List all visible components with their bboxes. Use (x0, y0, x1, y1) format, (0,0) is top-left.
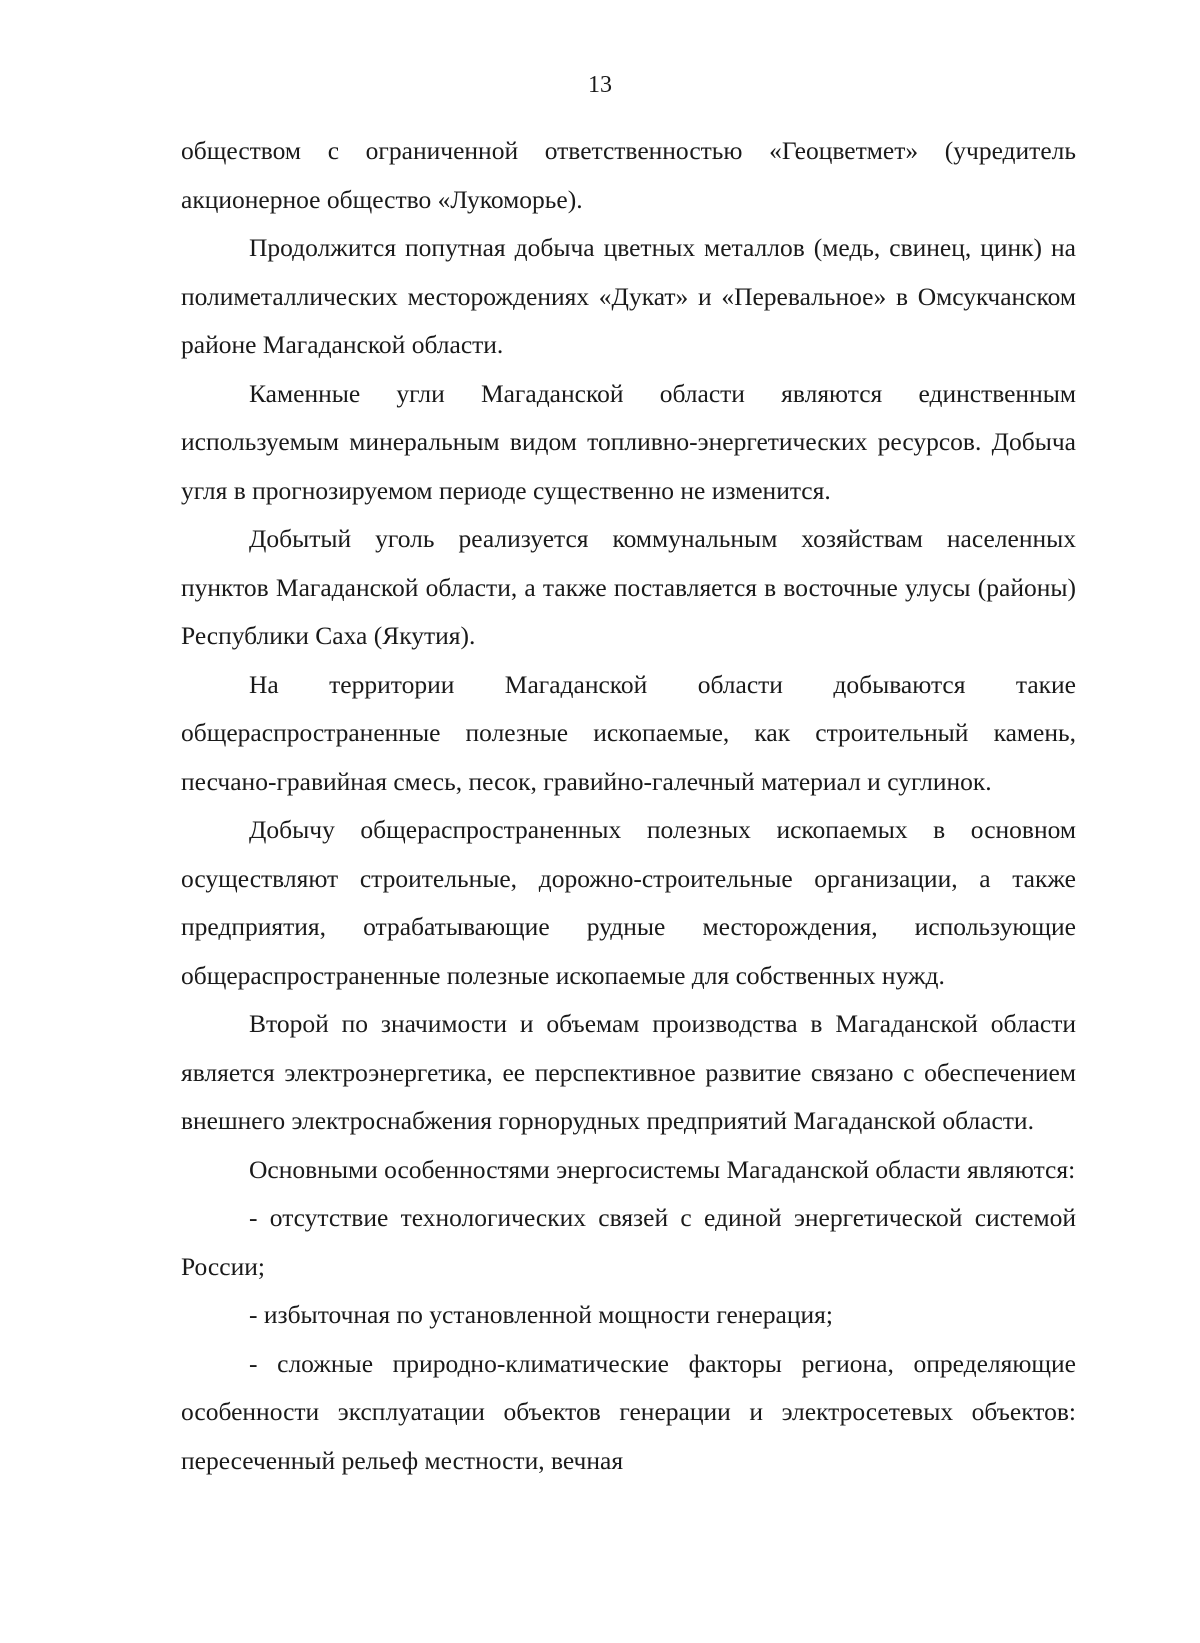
list-item-climate-factors: - сложные природно-климатические факторы региона, определяющие особенности эксплуатации объектов генерации и электросетевых объектов: пересеченный рельеф местности, вечная (181, 1348, 1076, 1475)
paragraph-energy-features: Основными особенностями энергосистемы Магаданской области являются: (249, 1154, 1076, 1184)
paragraph-electric-power: Второй по значимости и объемам производства в Магаданской области является электроэнергетика, ее перспективное развитие связано с обеспечением внешнего электроснабжения горнорудных предприятий Магаданской области. (181, 1009, 1076, 1135)
document-body (181, 127, 1076, 1485)
paragraph-mining-organizations: Добычу общераспространенных полезных ископаемых в основном осуществляют строительные, дорожно-строительные организации, а также предприятия, отрабатывающие рудные месторождения, использующие общераспространенные полезные ископаемые для собственных нужд. (181, 815, 1076, 990)
paragraph-coal: Каменные угли Магаданской области являются единственным используемым минеральным видом топливно-энергетических ресурсов. Добыча угля в прогнозируемом периоде существенно не изменится. (181, 378, 1076, 505)
paragraph-nonferrous-metals: Продолжится попутная добыча цветных металлов (медь, свинец, цинк) на полиметаллических месторождениях «Дукат» и «Перевальное» в Омсукчанском районе Магаданской области. (181, 233, 1076, 359)
list-item-no-connection: - отсутствие технологических связей с единой энергетической системой России; (181, 1203, 1076, 1281)
paragraph-continuation: обществом с ограниченной ответственностью «Геоцветмет» (учредитель акционерное общество «Лукоморье). (181, 136, 1076, 214)
page-number: 13 (588, 72, 612, 98)
list-item-excess-generation: - избыточная по установленной мощности генерация; (249, 1300, 833, 1329)
paragraph-coal-sales: Добытый уголь реализуется коммунальным хозяйствам населенных пунктов Магаданской области, а также поставляется в восточные улусы (районы) Республики Саха (Якутия). (181, 524, 1076, 650)
paragraph-common-minerals: На территории Магаданской области добываются такие общераспространенные полезные ископаемые, как строительный камень, песчано-гравийная смесь, песок, гравийно-галечный материал и суглинок. (181, 669, 1076, 796)
